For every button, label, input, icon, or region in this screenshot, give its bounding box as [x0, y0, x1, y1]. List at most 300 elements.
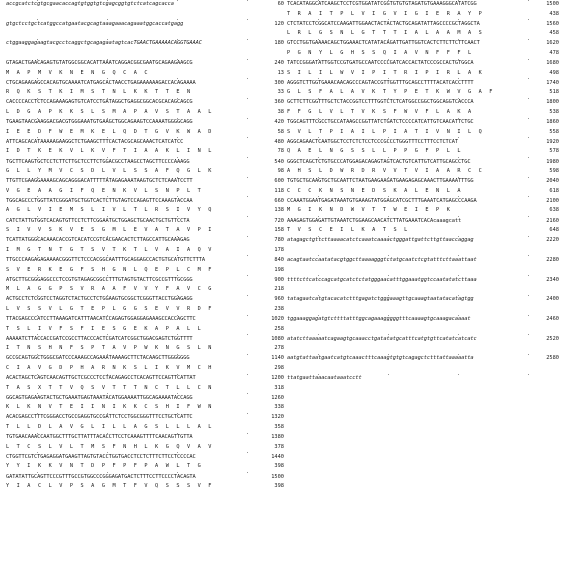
position-tick-mark: .: [387, 331, 391, 338]
position-tick-mark: .: [106, 55, 110, 62]
position-tick-mark: .: [246, 449, 250, 456]
sequence-block: [287, 1, 559, 21]
nucleotide-sequence-line: ttttcttcatccagcatgcatctctatgggaacatttggaaatggtccaatatatcttaaa: [287, 276, 477, 283]
position-tick-mark: .: [387, 35, 391, 42]
nucleotide-sequence-line: GCTTCTTCGGTTTGCTCTACCGGTCCTTTGGTCTCTCATGGCCGGCTGGCAGGTCACCCA: [287, 99, 474, 106]
position-tick-mark: .: [246, 311, 250, 318]
position-tick-mark: .: [246, 134, 250, 141]
nucleotide-sequence-line: atatcttaaaaatcagaagtgcaaacctgatatatgcatttcatgtgttcatatcatcatc: [287, 335, 477, 342]
nucleotide-position-number: 540: [274, 158, 284, 165]
amino-acid-translation-line: Y I A C L V P S A G M T F V Q S S S V F: [6, 483, 214, 490]
position-tick-mark: .: [246, 114, 250, 121]
sequence-block: [6, 311, 284, 336]
position-tick-mark: .: [176, 429, 180, 436]
position-tick-mark: .: [527, 55, 531, 62]
amino-acid-position-number: 638: [549, 207, 559, 214]
position-tick-mark: .: [457, 252, 461, 259]
amino-acid-translation-line: A H S L D W R D R V V T V I A A R C C: [287, 168, 484, 175]
position-tick-mark: .: [176, 311, 180, 318]
nucleotide-sequence-line: CACCCCACCTCTCCAGAAAGAGTGTCATCCTGATAGGCTGAGGCGGCACGCACAGCAGCG: [6, 99, 193, 106]
position-tick-mark: .: [36, 370, 40, 377]
sequence-block: [287, 173, 559, 198]
position-tick-mark: .: [527, 350, 531, 357]
position-tick-mark: .: [317, 134, 321, 141]
nucleotide-position-number: 2340: [546, 276, 559, 283]
position-tick-mark: .: [527, 213, 531, 220]
sequence-block: [6, 193, 284, 218]
nucleotide-sequence-line: ATGCTTGCGGGAGGCCCTCCGTGTAGAGCGGCCTTTGTAGTGTACTTCGCCGTTTGCGGG: [6, 276, 193, 283]
amino-acid-translation-line: A G L V I E M S L I V L T L R S I V Y Q: [6, 207, 214, 214]
sequence-block: [6, 350, 284, 375]
sequence-block: [6, 114, 284, 139]
nucleotide-sequence-line: tatagaatcatgtacacatctttgagatctgggaaagttgcaaagtaatatacatagtgg: [287, 296, 474, 303]
position-tick-mark: .: [387, 311, 391, 318]
position-tick-mark: .: [246, 291, 250, 298]
position-tick-mark: .: [36, 409, 40, 416]
position-tick-mark: .: [457, 154, 461, 160]
nucleotide-sequence-line: CTGGTTCGTCTGAGAGGATGAAGTTAGTGTACCTGGTGACCTCCTCTTTCTTCCTCCCCAC: [6, 453, 196, 460]
nucleotide-position-number: 2400: [546, 296, 559, 303]
amino-acid-translation-line: M G I K N D W V T T W E I E P K: [287, 207, 453, 214]
nucleotide-sequence-line: TGTGAACAAACCAATGGCTTTGCTTATTTACACCTTCCTCAAAGTTTTCAACAGTTGTTA: [6, 434, 193, 441]
position-tick-mark: .: [387, 154, 391, 160]
position-tick-mark: .: [36, 350, 40, 357]
sequence-block: [287, 16, 559, 41]
amino-acid-translation-line: I M G T N T G T S V T K T L V A I A Q V: [6, 246, 214, 253]
nucleotide-position-number: 1200: [271, 375, 284, 382]
position-tick-mark: .: [106, 252, 110, 259]
amino-acid-position-number: 398: [274, 463, 284, 470]
position-tick-mark: .: [36, 94, 40, 101]
nucleotide-position-number: 1800: [546, 99, 559, 106]
amino-acid-position-number: 438: [549, 10, 559, 17]
position-tick-mark: .: [176, 75, 180, 82]
position-tick-mark: .: [457, 75, 461, 82]
position-tick-mark: .: [176, 449, 180, 456]
nucleotide-position-number: 2160: [546, 217, 559, 224]
nucleotide-sequence-line: CATCTATTGTGGTCACAGTGTTCCTCTTCGGAATGCTGGAGCTGCAACTGCTGTTCCTA: [6, 217, 190, 224]
sequence-block: [6, 469, 284, 494]
amino-acid-translation-line: R Q K S T K I M S T N L K K T T E N: [6, 89, 193, 96]
nucleotide-sequence-line: acagtaatccaatatacgtggcttaaaagggtctatgcaatctcgtatttcttaaattaat: [287, 256, 477, 263]
position-tick-mark: .: [527, 272, 531, 279]
position-tick-mark: .: [457, 35, 461, 42]
position-tick-mark: .: [176, 409, 180, 416]
position-tick-mark: .: [36, 311, 40, 318]
nucleotide-position-number: 780: [274, 237, 284, 244]
amino-acid-position-number: 258: [274, 325, 284, 332]
position-tick-mark: .: [176, 114, 180, 121]
sequence-block: [6, 173, 284, 198]
position-tick-mark: [176, 0, 179, 3]
position-tick-mark: .: [246, 272, 250, 279]
position-tick-mark: .: [106, 94, 110, 101]
amino-acid-position-number: 318: [274, 384, 284, 391]
position-tick-mark: .: [527, 193, 531, 200]
nucleotide-sequence-line: TTGTTCGAAGGAAAAGCAGCAGGGACATTTTTATAGAGAAATAAGTGCTCTCAAATCCTT: [6, 178, 193, 185]
amino-acid-position-number: 38: [277, 109, 284, 116]
nucleotide-sequence-line: tggaaaggagatgtcttttatttggcagaaagggggtttcaaaagtgcaaagacaaaat: [287, 316, 471, 322]
amino-acid-position-number: 118: [274, 187, 284, 194]
sequence-block: [6, 291, 284, 316]
nucleotide-position-number: 1380: [271, 434, 284, 441]
position-tick-mark: .: [317, 94, 321, 101]
amino-acid-translation-line: L T C S L V L T M S F N H L K G Q V A V: [6, 443, 214, 450]
amino-acid-position-number: 33: [277, 89, 284, 96]
position-tick-mark: .: [246, 94, 250, 101]
nucleotide-position-number: 300: [274, 79, 284, 86]
position-tick-mark: .: [176, 331, 180, 338]
position-tick-mark: .: [527, 154, 531, 160]
sequence-column-left: [6, 1, 284, 493]
nucleotide-sequence-line: atagagctgttcttaaaacatctcaaatcaaaactgggattgattcttgttaaccaggag: [287, 237, 474, 244]
nucleotide-position-number: 2580: [546, 355, 559, 362]
position-tick-mark: .: [527, 370, 531, 377]
position-tick-mark: .: [317, 232, 321, 239]
amino-acid-translation-line: T R A I T P L V I G V I G I E R A Y P: [287, 10, 484, 17]
position-tick-mark: .: [246, 213, 250, 220]
position-tick-mark: .: [387, 350, 391, 357]
position-tick-mark: .: [106, 311, 110, 318]
position-tick-mark: [527, 0, 530, 3]
amino-acid-translation-line: L V S S V L G T E P L G G S E V V R D F: [6, 305, 214, 312]
nucleotide-position-number: 1320: [271, 414, 284, 421]
position-tick-mark: .: [36, 16, 40, 23]
position-tick-mark: .: [36, 272, 40, 279]
amino-acid-translation-line: M A P M V K N E N G Q C A C: [6, 69, 150, 76]
nucleotide-sequence-line: GTCCTGGTGAAAACAGCTGGAAACTCATATACAGATTGATTGGTCACTCTTCTTCTTCAACT: [287, 40, 480, 47]
position-tick-mark: .: [457, 232, 461, 239]
nucleotide-sequence-line: TCACATAGGCATCAAGCTCCTCGTGGATATCGGTGTGTGTAGATGTGAAAGGGCATATCGG: [287, 1, 477, 7]
amino-acid-translation-line: K L K N V T E I I N I K K C S H I F W N: [6, 404, 214, 411]
amino-acid-position-number: 218: [274, 286, 284, 293]
amino-acid-position-number: 198: [274, 266, 284, 273]
position-tick-mark: .: [387, 94, 391, 101]
nucleotide-position-number: 720: [274, 217, 284, 224]
nucleotide-position-number: 2460: [546, 316, 559, 322]
sequence-block: [287, 154, 559, 179]
nucleotide-sequence-line: CCAAATGGAATGAGATAAATGTGAAAGTATGGAGCATCGCTTTGAAATCATGAGCCCAAGA: [287, 197, 477, 204]
amino-acid-position-number: 398: [274, 483, 284, 490]
amino-acid-translation-line: M L A G G P S V R A A F V V Y F A V C G: [6, 286, 214, 293]
position-tick-mark: .: [527, 311, 531, 318]
position-tick-mark: .: [317, 55, 321, 62]
nucleotide-sequence-line: GTAGACTGAACAGAGTGTATGGCGGCACATTAAATCAGGACGGCGAATGCAGAAGAAGCG: [6, 60, 193, 67]
nucleotide-sequence-line: ctggaaggagaagtacgcctcaggctgcagagaatagtcacTGAACTGAAAAACAGGTGAAAC: [6, 40, 202, 47]
sequence-block: [287, 213, 559, 238]
nucleotide-position-number: 1620: [546, 40, 559, 47]
sequence-block: [6, 55, 284, 80]
sequence-block: [287, 193, 559, 218]
nucleotide-sequence-line: aatgtattaatgaatcatgtcaaactttcaaagtgtgtcagagctctttattaaaaatta: [287, 355, 474, 362]
nucleotide-sequence-line: TGGCAGCCCTGGTTATCGGGATGCTGGTCACTCTTGTAGTCCAGAGTTCCAAAGTACCAA: [6, 197, 193, 204]
position-tick-mark: .: [317, 75, 321, 82]
position-tick-mark: .: [527, 35, 531, 42]
position-tick-mark: .: [106, 350, 110, 357]
position-tick-mark: .: [176, 16, 180, 23]
amino-acid-translation-line: T L L D L A V G L I L L A G S L L L A L: [6, 424, 214, 431]
nucleotide-position-number: 660: [274, 197, 284, 204]
position-tick-mark: .: [457, 331, 461, 338]
position-tick-mark: .: [527, 75, 531, 82]
position-tick-mark: .: [176, 291, 180, 298]
position-tick-mark: .: [246, 55, 250, 62]
position-tick-mark: .: [106, 429, 110, 436]
amino-acid-position-number: 378: [274, 443, 284, 450]
nucleotide-sequence-line: TATCCGGGATATTGGTCCGTGATGCCAATCCCCGATCACCACTATCCCGCCACTGTGGCA: [287, 60, 474, 67]
nucleotide-position-number: 480: [274, 138, 284, 145]
nucleotide-sequence-line: TGCTTCAAGTGCTCCTCTTCTTGCTCCTTCTGGACGCCTAAGCCTAGCTTCCCCAAAGG: [6, 158, 190, 165]
sequence-block: [6, 232, 284, 257]
position-tick-mark: .: [457, 16, 461, 23]
nucleotide-position-number: 1920: [546, 138, 559, 145]
position-tick-mark: .: [387, 232, 391, 239]
amino-acid-translation-line: I D T K E K V L K V F T I A A K L I N L: [6, 148, 214, 155]
position-tick-mark: .: [106, 75, 110, 82]
nucleotide-position-number: 1140: [271, 355, 284, 362]
position-tick-mark: .: [176, 213, 180, 220]
sequence-block: [6, 409, 284, 434]
sequence-block: [6, 213, 284, 238]
position-tick-mark: .: [246, 370, 250, 377]
position-tick-mark: .: [387, 252, 391, 259]
position-tick-mark: .: [106, 213, 110, 220]
position-tick-mark: .: [176, 390, 180, 397]
amino-acid-position-number: 538: [549, 109, 559, 116]
position-tick-mark: .: [317, 213, 321, 220]
position-tick-mark: .: [246, 252, 250, 259]
sequence-block: [6, 331, 284, 356]
amino-acid-position-number: 648: [549, 227, 559, 234]
amino-acid-position-number: 578: [549, 148, 559, 155]
position-tick-mark: .: [106, 390, 110, 397]
amino-acid-position-number: 278: [274, 345, 284, 352]
position-tick-mark: .: [36, 193, 40, 200]
position-tick-mark: .: [457, 291, 461, 298]
amino-acid-position-number: 478: [549, 49, 559, 56]
amino-acid-translation-line: L R L G S N L G T T T I A L A A M A S: [287, 30, 484, 37]
sequence-block: [287, 252, 559, 277]
position-tick-mark: .: [387, 75, 391, 82]
amino-acid-position-number: 13: [277, 69, 284, 76]
position-tick-mark: .: [246, 409, 250, 416]
position-tick-mark: .: [176, 272, 180, 279]
amino-acid-position-number: 98: [277, 168, 284, 175]
sequence-block: [287, 35, 559, 60]
position-tick-mark: .: [457, 213, 461, 220]
nucleotide-position-number: 960: [274, 296, 284, 303]
position-tick-mark: .: [387, 16, 391, 23]
position-tick-mark: .: [457, 370, 461, 377]
nucleotide-position-number: 1500: [546, 1, 559, 7]
nucleotide-sequence-line: ttatgaattaaacaataaatcctt: [287, 375, 362, 382]
position-tick-mark: .: [106, 35, 110, 42]
nucleotide-position-number: 240: [274, 60, 284, 67]
amino-acid-position-number: 458: [549, 30, 559, 37]
position-tick-mark: .: [246, 232, 250, 239]
position-tick-mark: .: [36, 173, 40, 180]
position-tick-mark: .: [527, 291, 531, 298]
position-tick-mark: .: [457, 350, 461, 357]
nucleotide-position-number: 900: [274, 276, 284, 283]
position-tick-mark: .: [176, 94, 180, 101]
nucleotide-position-number: 120: [274, 20, 284, 27]
position-tick-mark: .: [106, 193, 110, 200]
amino-acid-position-number: 298: [274, 364, 284, 371]
position-tick-mark: .: [457, 94, 461, 101]
sequence-block: [6, 449, 284, 474]
nucleotide-position-number: 2520: [546, 335, 559, 342]
position-tick-mark: .: [36, 114, 40, 121]
position-tick-mark: .: [106, 16, 110, 23]
amino-acid-translation-line: T S L I V F S F I E S G E K A P A L L: [6, 325, 203, 332]
position-tick-mark: .: [176, 193, 180, 200]
nucleotide-position-number: 1860: [546, 119, 559, 126]
sequence-block: [6, 252, 284, 277]
nucleotide-position-number: 1020: [271, 316, 284, 322]
position-tick-mark: .: [246, 35, 250, 42]
amino-acid-translation-line: S V L T P I A I L P I A T I V N I L Q: [287, 128, 484, 135]
nucleotide-position-number: 1740: [546, 79, 559, 86]
amino-acid-translation-line: S V E R K E G F S H G N L Q E P L C M F: [6, 266, 214, 273]
sequence-block: [6, 272, 284, 297]
sequence-block: [6, 75, 284, 100]
amino-acid-translation-line: Q A E L N G S S L L P P G F P L L: [287, 148, 463, 155]
nucleotide-sequence-line: AGGCAGAACTCAATGGCTCCTCTCTCCTCCCGCCCTGGGTTTCCTTTCCTCTCAT: [287, 138, 458, 145]
amino-acid-translation-line: P G N Y L G H S S Q I A V N F F F L: [287, 49, 474, 56]
nucleotide-position-number: 1500: [271, 473, 284, 480]
position-tick-mark: .: [106, 291, 110, 298]
amino-acid-position-number: 78: [277, 148, 284, 155]
position-tick-mark: .: [387, 370, 391, 377]
position-tick-mark: .: [176, 55, 180, 62]
nucleotide-sequence-line: TGAAGTAACGAAGGACGACGTGGGAAATGTGAAGCTGGCAGAAGTCCAAAATGGGGCAGG: [6, 119, 193, 126]
sequence-block: [6, 429, 284, 454]
sequence-block: [287, 370, 559, 395]
position-tick-mark: .: [527, 16, 531, 23]
sequence-column-right: [287, 1, 559, 395]
position-tick-mark: .: [176, 469, 180, 475]
amino-acid-position-number: 558: [549, 128, 559, 135]
sequence-block: [287, 114, 559, 139]
nucleotide-sequence-line: ACACTAGCTCAGTCAACAGTTGCTCGCCCTCCTACAGAGCCTCACAGTTCCAGTTCATTAT: [6, 375, 196, 382]
position-tick-mark: .: [387, 55, 391, 62]
position-tick-mark: .: [317, 252, 321, 259]
amino-acid-translation-line: I T N S H N F S P T A V P W K N G S L N: [6, 345, 214, 352]
nucleotide-sequence-line: AAAAATCTTACCACCGATCCGCCTTACCCACTCGATCATCGGCTGGACGAGTCTGGTTTT: [6, 335, 193, 342]
amino-acid-translation-line: T V S C E I L K A T S L: [287, 227, 410, 234]
position-tick-mark: .: [176, 35, 180, 42]
position-tick-mark: .: [457, 193, 461, 200]
position-tick-mark: .: [317, 16, 321, 23]
position-tick-mark: .: [36, 213, 40, 220]
nucleotide-position-number: 2280: [546, 256, 559, 263]
amino-acid-position-number: 178: [274, 246, 284, 253]
position-tick-mark: .: [317, 173, 321, 180]
position-tick-mark: .: [36, 331, 40, 338]
amino-acid-translation-line: S I V V S K V E S G M L E V A T A V P I: [6, 227, 214, 234]
position-tick-mark: .: [527, 173, 531, 180]
position-tick-mark: .: [176, 252, 180, 259]
amino-acid-position-number: 158: [274, 227, 284, 234]
position-tick-mark: .: [36, 35, 40, 42]
sequence-block: [287, 75, 559, 100]
position-tick-mark: .: [387, 134, 391, 141]
nucleotide-position-number: 1680: [546, 60, 559, 67]
position-tick-mark: .: [36, 291, 40, 298]
position-tick-mark: .: [36, 75, 40, 82]
position-tick-mark: .: [36, 252, 40, 259]
nucleotide-position-number: 420: [274, 119, 284, 126]
nucleotide-position-number: 60: [277, 1, 284, 7]
nucleotide-position-number: 1440: [271, 453, 284, 460]
position-tick-mark: .: [457, 311, 461, 318]
sequence-block: [6, 94, 284, 119]
amino-acid-position-number: 138: [274, 207, 284, 214]
nucleotide-sequence-line: TTGCCCAAGAGAGAAAACGGGTTCTCCCACGGCAATTTGCAGGAGCCACTGTGCATGTTCTTTA: [6, 256, 205, 263]
position-tick-mark: .: [317, 154, 321, 160]
amino-acid-translation-line: F F G L V L T V K S F W V F L A K A: [287, 109, 474, 116]
position-tick-mark: .: [106, 409, 110, 416]
position-tick-mark: .: [387, 272, 391, 279]
sequence-block: [6, 390, 284, 415]
position-tick-mark: .: [387, 173, 391, 180]
nucleotide-position-number: 360: [274, 99, 284, 106]
amino-acid-position-number: 498: [549, 69, 559, 76]
sequence-block: [287, 232, 559, 257]
amino-acid-position-number: 338: [274, 404, 284, 411]
position-tick-mark: .: [106, 469, 110, 475]
position-tick-mark: .: [317, 272, 321, 279]
position-tick-mark: [246, 0, 249, 3]
position-tick-mark: .: [246, 350, 250, 357]
position-tick-mark: .: [527, 94, 531, 101]
nucleotide-sequence-line: GATATATTGCAGTTCCCGTTTGCCGTGGCCCGGGAGATGACTCTTTCCTTCCCCTACAGTA: [6, 473, 196, 480]
nucleotide-sequence-line: TCATTATGGGCACAAACACCGTCACATCCGTCACGAACACTCTTAGCCATTGCAAAGAG: [6, 237, 190, 244]
position-tick-mark: .: [106, 449, 110, 456]
position-tick-mark: .: [246, 331, 250, 338]
sequence-block: [287, 291, 559, 316]
position-tick-mark: .: [246, 390, 250, 397]
position-tick-mark: .: [36, 390, 40, 397]
position-tick-mark: .: [317, 370, 321, 377]
position-tick-mark: .: [387, 291, 391, 298]
amino-acid-position-number: 238: [274, 305, 284, 312]
position-tick-mark: .: [176, 232, 180, 239]
amino-acid-translation-line: L D G A P K K S L S M A P A V S T A A L: [6, 109, 214, 116]
nucleotide-position-number: 1980: [546, 158, 559, 165]
position-tick-mark: .: [387, 193, 391, 200]
amino-acid-translation-line: C C C K N S N E D S K A L E N L A: [287, 187, 463, 194]
position-tick-mark: .: [36, 469, 40, 475]
sequence-block: [287, 311, 559, 336]
position-tick-mark: .: [36, 429, 40, 436]
position-tick-mark: .: [106, 173, 110, 180]
position-tick-mark: .: [246, 469, 250, 475]
amino-acid-position-number: 58: [277, 128, 284, 135]
sequence-block: [287, 331, 559, 356]
position-tick-mark: .: [457, 55, 461, 62]
position-tick-mark: .: [246, 429, 250, 436]
nucleotide-sequence-line: GGGCTCAGCTCTGTGCCCATGGAGACAGAGTAGTCACTGTCATTGTCATTGCAGCCTGC: [287, 158, 471, 165]
sequence-block: [6, 370, 284, 395]
position-tick-mark: .: [387, 213, 391, 220]
position-tick-mark: .: [106, 370, 110, 377]
amino-acid-position-number: 598: [549, 168, 559, 175]
position-tick-mark: .: [457, 134, 461, 141]
sequence-block: [287, 134, 559, 159]
position-tick-mark: .: [246, 16, 250, 23]
